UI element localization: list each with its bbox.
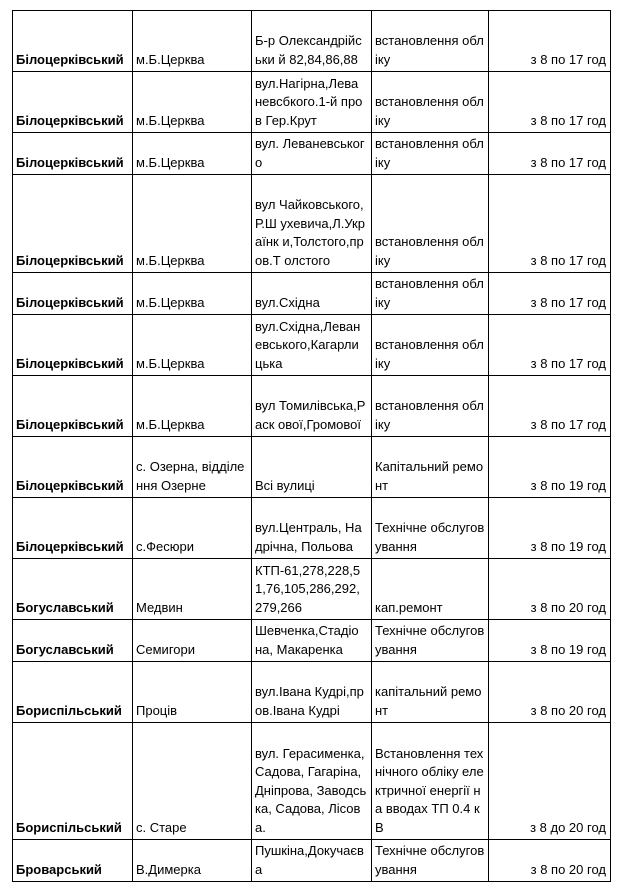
work-type-cell: встановлення обліку	[372, 11, 489, 72]
work-type-cell: встановлення обліку	[372, 273, 489, 315]
outage-table-body	[13, 11, 611, 882]
district-cell: Білоцерківський	[13, 133, 133, 175]
settlement-cell: м.Б.Церква	[133, 273, 252, 315]
work-type-cell: встановлення обліку	[372, 376, 489, 437]
street-cell: вул. Герасименка, Садова, Гагаріна, Дніпрова, Заводська, Садова, Лісова.	[252, 723, 372, 840]
time-cell: з 8 по 17 год	[489, 273, 611, 315]
settlement-cell: Медвин	[133, 559, 252, 620]
time-cell: з 8 по 20 год	[489, 840, 611, 882]
settlement-cell: м.Б.Церква	[133, 133, 252, 175]
work-type-cell: кап.ремонт	[372, 559, 489, 620]
settlement-cell: м.Б.Церква	[133, 11, 252, 72]
time-cell: з 8 по 20 год	[489, 559, 611, 620]
work-type-cell: встановлення обліку	[372, 315, 489, 376]
work-type-cell: Технічне обслуговування	[372, 840, 489, 882]
settlement-cell: м.Б.Церква	[133, 175, 252, 273]
time-cell: з 8 до 20 год	[489, 723, 611, 840]
table-row	[13, 559, 611, 620]
settlement-cell: Семигори	[133, 620, 252, 662]
district-cell: Богуславський	[13, 620, 133, 662]
settlement-cell: м.Б.Церква	[133, 315, 252, 376]
table-row	[13, 11, 611, 72]
district-cell: Білоцерківський	[13, 11, 133, 72]
time-cell: з 8 по 19 год	[489, 498, 611, 559]
street-cell: Шевченка,Стадіо на, Макаренка	[252, 620, 372, 662]
district-cell: Білоцерківський	[13, 72, 133, 133]
street-cell: вул.Івана Кудрі,пров.Івана Кудрі	[252, 662, 372, 723]
settlement-cell: с. Озерна, відділення Озерне	[133, 437, 252, 498]
work-type-cell: Капітальний ремонт	[372, 437, 489, 498]
settlement-cell: Проців	[133, 662, 252, 723]
district-cell: Бориспільський	[13, 723, 133, 840]
settlement-cell: В.Димерка	[133, 840, 252, 882]
table-row	[13, 620, 611, 662]
settlement-cell: с.Фесюри	[133, 498, 252, 559]
street-cell: вул.Нагірна,Лева невсбкого.1-й пров Гер.Крут	[252, 72, 372, 133]
work-type-cell: Технічне обслуговування	[372, 620, 489, 662]
table-row	[13, 273, 611, 315]
outage-schedule	[12, 10, 611, 882]
table-row	[13, 72, 611, 133]
table-row	[13, 723, 611, 840]
district-cell: Броварський	[13, 840, 133, 882]
time-cell: з 8 по 17 год	[489, 175, 611, 273]
work-type-cell: встановлення обліку	[372, 133, 489, 175]
time-cell: з 8 по 19 год	[489, 437, 611, 498]
work-type-cell: Встановлення технічного обліку електричної енергії на вводах ТП 0.4 кВ	[372, 723, 489, 840]
street-cell: вул.Централь, Надрічна, Польова	[252, 498, 372, 559]
street-cell: КТП-61,278,228,5 1,76,105,286,292, 279,266	[252, 559, 372, 620]
time-cell: з 8 по 20 год	[489, 662, 611, 723]
street-cell: вул.Східна	[252, 273, 372, 315]
table-row	[13, 133, 611, 175]
street-cell: вул.Східна,Леван евського,Кагарли цька	[252, 315, 372, 376]
table-row	[13, 315, 611, 376]
work-type-cell: встановлення обліку	[372, 175, 489, 273]
table-row	[13, 376, 611, 437]
settlement-cell: м.Б.Церква	[133, 376, 252, 437]
table-row	[13, 498, 611, 559]
work-type-cell: встановлення обліку	[372, 72, 489, 133]
work-type-cell: Технічне обслуговування	[372, 498, 489, 559]
district-cell: Бориспільський	[13, 662, 133, 723]
street-cell: Пушкіна,Докучаєв а	[252, 840, 372, 882]
district-cell: Білоцерківський	[13, 175, 133, 273]
time-cell: з 8 по 17 год	[489, 376, 611, 437]
district-cell: Білоцерківський	[13, 498, 133, 559]
district-cell: Білоцерківський	[13, 315, 133, 376]
district-cell: Білоцерківський	[13, 273, 133, 315]
settlement-cell: м.Б.Церква	[133, 72, 252, 133]
table-row	[13, 437, 611, 498]
district-cell: Білоцерківський	[13, 376, 133, 437]
district-cell: Богуславський	[13, 559, 133, 620]
street-cell: Всі вулиці	[252, 437, 372, 498]
time-cell: з 8 по 17 год	[489, 72, 611, 133]
street-cell: Б-р Олександрійськи й 82,84,86,88	[252, 11, 372, 72]
street-cell: вул. Леваневського	[252, 133, 372, 175]
time-cell: з 8 по 17 год	[489, 133, 611, 175]
time-cell: з 8 по 17 год	[489, 315, 611, 376]
time-cell: з 8 по 19 год	[489, 620, 611, 662]
table-row	[13, 175, 611, 273]
outage-table	[12, 10, 611, 882]
table-row	[13, 662, 611, 723]
street-cell: вул Томилівська,Раск ової,Громової	[252, 376, 372, 437]
settlement-cell: с. Старе	[133, 723, 252, 840]
time-cell: з 8 по 17 год	[489, 11, 611, 72]
district-cell: Білоцерківський	[13, 437, 133, 498]
work-type-cell: капітальний ремонт	[372, 662, 489, 723]
street-cell: вул Чайковського,Р.Ш ухевича,Л.Українк и,Толстого,пров.Т олстого	[252, 175, 372, 273]
table-row	[13, 840, 611, 882]
